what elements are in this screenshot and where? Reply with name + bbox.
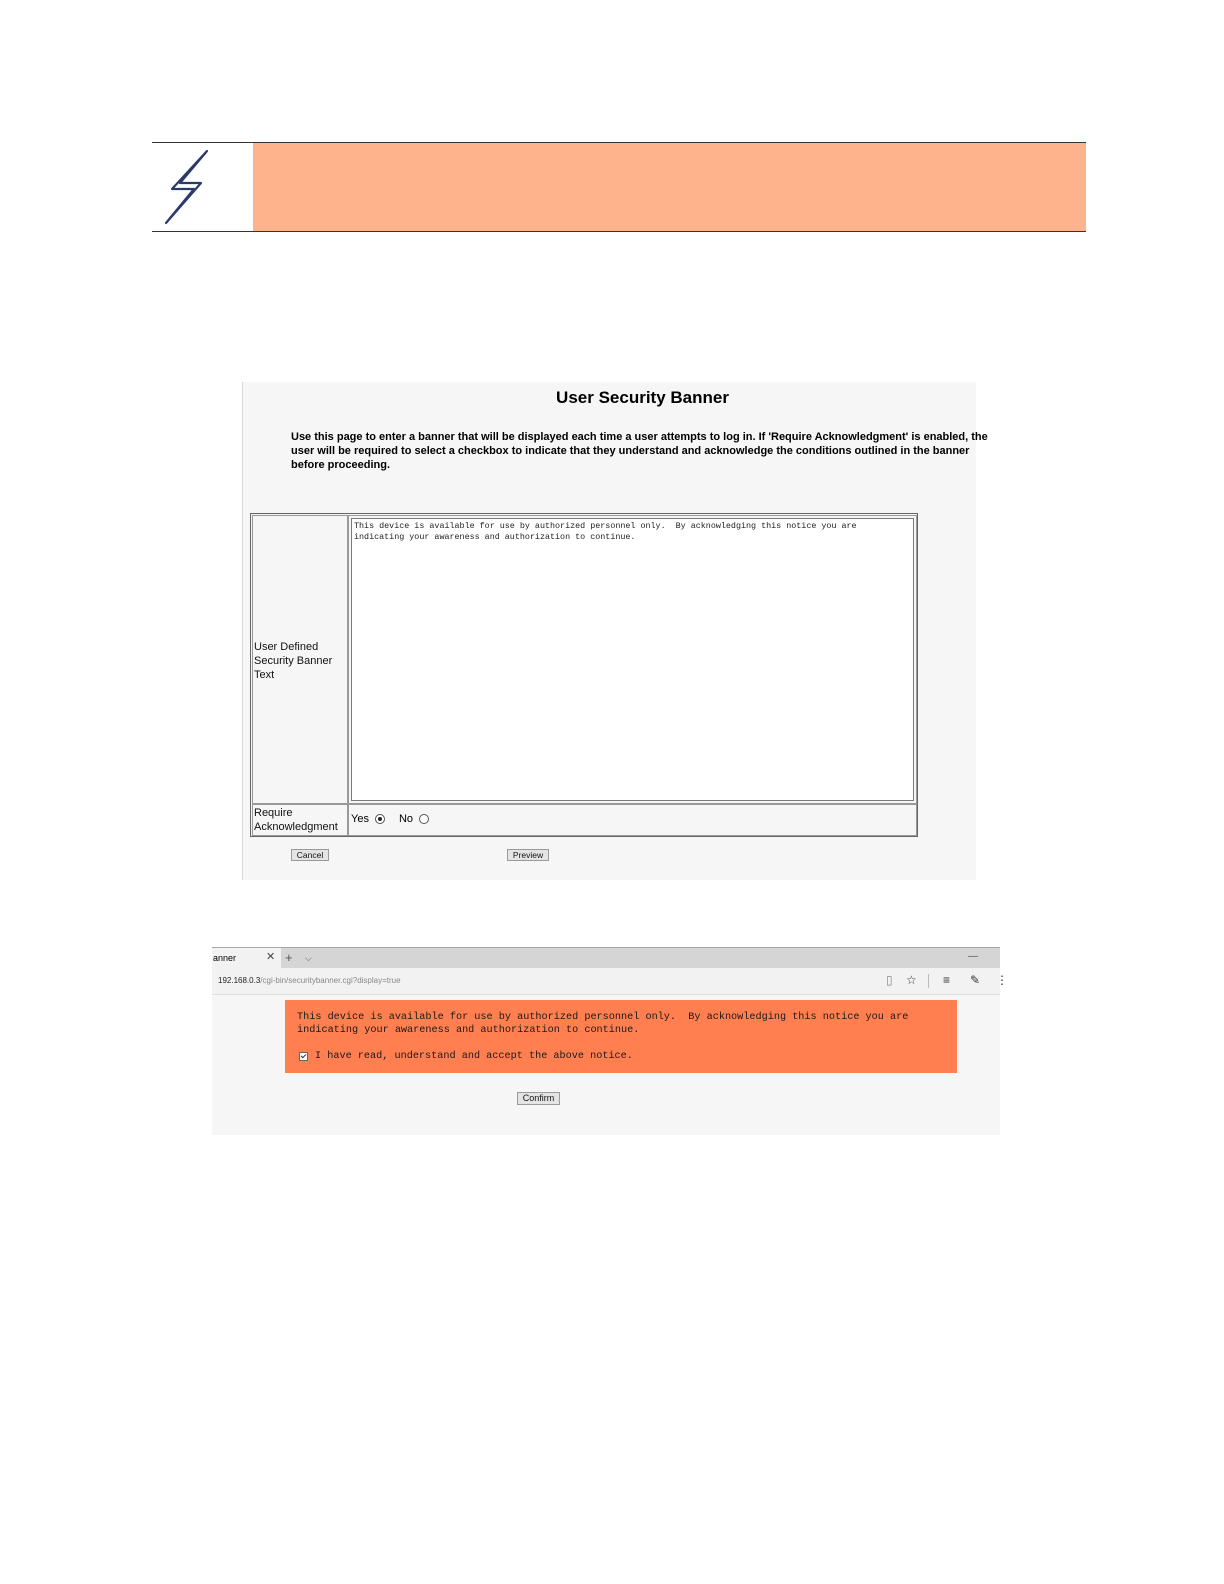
acknowledge-row — [299, 1050, 633, 1063]
preview-button[interactable]: Preview — [507, 849, 549, 861]
security-notice-box — [285, 1000, 957, 1073]
banner-text-cell — [348, 515, 917, 804]
require-ack-label: Require Acknowledgment — [254, 807, 338, 833]
confirm-button[interactable]: Confirm — [517, 1092, 560, 1105]
minimize-icon[interactable]: — — [968, 951, 978, 962]
web-note-icon[interactable]: ✎ — [970, 973, 981, 987]
page-title: User Security Banner — [556, 388, 729, 407]
callout-icon-cell — [152, 143, 253, 231]
cancel-button[interactable]: Cancel — [291, 849, 329, 861]
warning-callout — [152, 142, 1086, 232]
page-description: Use this page to enter a banner that will be displayed each time a user attempts to log in. If 'Require Acknowledgment' is enabled, the user will be required to select a checkbox to indicate that they understand and acknowledge the conditions outlined in the banner before proceeding. — [291, 431, 988, 471]
radio-no-label: No — [398, 813, 414, 825]
banner-text-input[interactable]: This device is available for use by authorized personnel only. By acknowledging this notice you are indicating your awareness and authorization to continue. — [351, 518, 914, 801]
close-icon[interactable]: ✕ — [266, 951, 276, 963]
radio-no[interactable] — [419, 814, 429, 824]
radio-yes[interactable] — [375, 814, 385, 824]
url-path: /cgi-bin/securitybanner.cgi?display=true — [260, 976, 401, 985]
require-ack-options-cell — [348, 804, 917, 836]
require-ack-label-cell — [252, 804, 348, 836]
radio-yes-label: Yes — [351, 813, 369, 825]
more-icon[interactable]: ⋮ — [996, 973, 1008, 987]
toolbar-divider — [928, 974, 929, 988]
lightning-bolt-icon — [164, 149, 212, 225]
callout-body — [253, 143, 1086, 231]
banner-text-label: User Defined Security Banner Text — [254, 641, 333, 681]
banner-form-table — [250, 513, 918, 837]
require-ack-radio-group — [351, 813, 443, 825]
address-bar[interactable] — [212, 968, 1008, 995]
url-field[interactable] — [218, 976, 401, 985]
chevron-down-icon[interactable]: ⌵ — [305, 953, 312, 963]
browser-tab-bar — [212, 947, 1000, 968]
browser-banner-preview — [212, 947, 1008, 1135]
new-tab-icon[interactable]: + — [285, 950, 293, 965]
acknowledge-text: I have read, understand and accept the above notice. — [315, 1051, 633, 1062]
reading-view-icon[interactable]: ▯ — [886, 973, 893, 987]
security-banner-page — [242, 382, 988, 880]
favorite-star-icon[interactable]: ☆ — [906, 973, 917, 987]
url-host: 192.168.0.3 — [218, 976, 261, 985]
acknowledge-checkbox[interactable] — [299, 1052, 308, 1061]
hub-icon[interactable]: ≡ — [943, 973, 951, 987]
banner-text-label-cell — [252, 515, 348, 804]
tab-title: anner — [213, 953, 237, 963]
browser-tab[interactable] — [212, 948, 281, 968]
notice-text: This device is available for use by authorized personnel only. By acknowledging this notice you are indicating your awareness and authorization to continue. — [297, 1012, 909, 1036]
